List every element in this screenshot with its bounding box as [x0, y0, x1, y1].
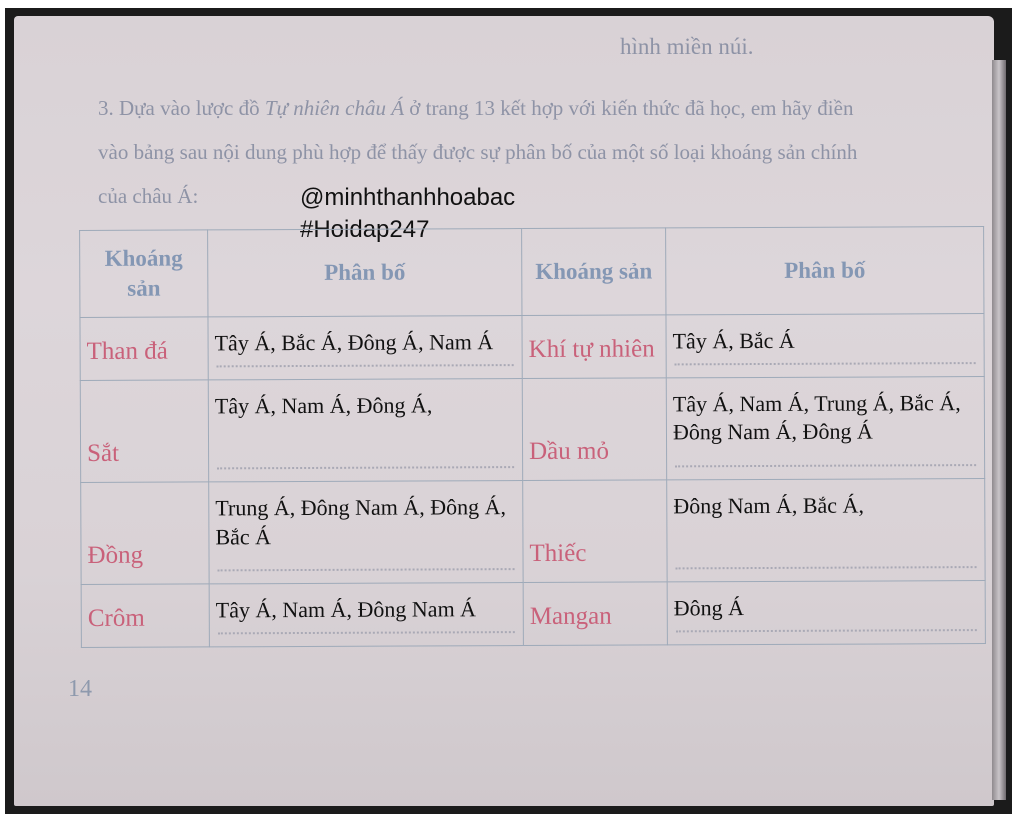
distribution-text: Đông Nam Á, Bắc Á,	[673, 492, 864, 519]
distribution-cell	[667, 479, 985, 583]
distribution-text: Tây Á, Bắc Á, Đông Á, Nam Á	[214, 329, 494, 356]
page-edge	[992, 60, 1006, 800]
table-header-row	[80, 227, 984, 318]
dotted-line	[675, 464, 976, 467]
mineral-name: Đồng	[81, 482, 209, 585]
instruction-line-1	[98, 96, 853, 121]
distribution-cell	[666, 314, 984, 378]
table-row	[80, 314, 984, 381]
minerals-table	[79, 226, 986, 648]
mineral-name: Mangan	[523, 582, 667, 645]
mineral-name: Khí tự nhiên	[522, 315, 666, 378]
distribution-text: Tây Á, Nam Á, Trung Á, Bắc Á, Đông Nam Á, Đông Á	[672, 389, 961, 445]
distribution-cell	[666, 376, 984, 480]
distribution-text: Tây Á, Bắc Á	[672, 327, 795, 354]
distribution-cell	[209, 583, 523, 647]
previous-text-line: hình miền núi.	[620, 34, 754, 59]
table-row	[81, 479, 985, 585]
instruction-text-a: 3. Dựa vào lược đồ	[98, 96, 265, 120]
table-row	[81, 581, 985, 648]
instruction-text-b: ở trang 13 kết hợp với kiến thức đã học, em hãy điền	[404, 96, 854, 120]
dotted-line	[218, 631, 515, 634]
mineral-name: Crôm	[81, 584, 209, 647]
distribution-cell	[667, 581, 985, 645]
header-distribution-1: Phân bố	[208, 229, 522, 317]
header-mineral-2: Khoáng sản	[522, 228, 666, 316]
distribution-cell	[209, 481, 523, 585]
watermark-username: @minhthanhhoabac	[300, 184, 516, 211]
header-mineral-1: Khoáng sản	[80, 230, 208, 318]
distribution-text: Tây Á, Nam Á, Đông Á,	[214, 392, 433, 419]
mineral-name: Than đá	[80, 317, 208, 380]
distribution-text: Trung Á, Đông Nam Á, Đông Á, Bắc Á	[215, 494, 507, 549]
dotted-line	[217, 364, 514, 367]
dotted-line	[676, 566, 977, 569]
distribution-text: Tây Á, Nam Á, Đông Nam Á	[215, 596, 477, 623]
dotted-line	[675, 362, 976, 365]
watermark-hashtag: #Hoidap247	[300, 216, 430, 243]
mineral-name: Sắt	[80, 380, 208, 483]
distribution-cell	[208, 316, 522, 380]
header-distribution-2: Phân bố	[666, 227, 984, 315]
distribution-text: Đông Á	[673, 595, 745, 621]
distribution-cell	[208, 378, 522, 482]
instruction-line-2: vào bảng sau nội dung phù hợp để thấy được sự phân bố của một số loại khoáng sản chính	[98, 140, 858, 164]
table-row	[80, 376, 984, 482]
mineral-name: Thiếc	[523, 480, 667, 583]
mineral-name: Dầu mỏ	[522, 378, 666, 481]
instruction-line-3: của châu Á:	[98, 184, 199, 208]
dotted-line	[676, 629, 977, 632]
instruction-map-title: Tự nhiên châu Á	[264, 96, 405, 120]
dotted-line	[218, 568, 515, 571]
dotted-line	[217, 466, 514, 469]
page-number: 14	[68, 676, 92, 702]
